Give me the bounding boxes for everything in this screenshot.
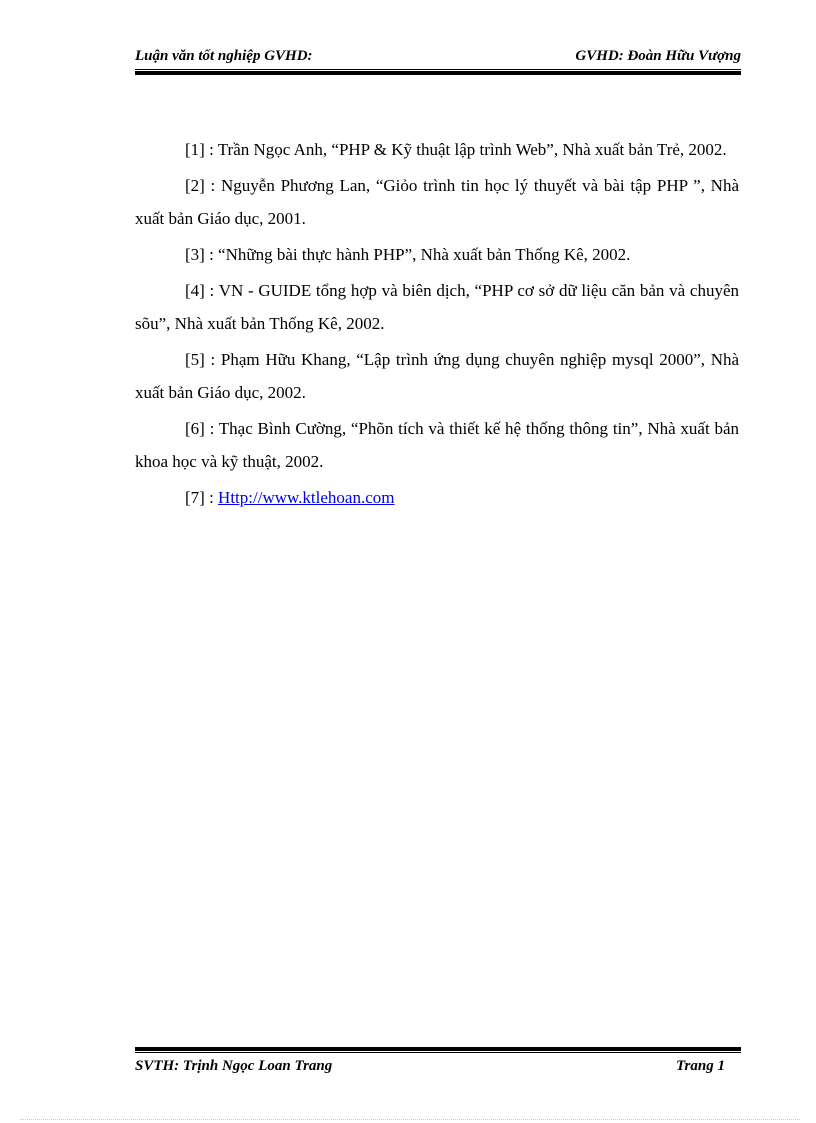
reference-item-7 xyxy=(135,481,739,514)
reference-text: Trần Ngọc Anh, “PHP & Kỹ thuật lập trình Web”, Nhà xuất bản Trẻ, 2002. xyxy=(217,140,727,159)
footer-page-number: Trang 1 xyxy=(675,1058,725,1074)
reference-text: Thạc Bình Cường, “Phõn tích và thiết kế hệ thống thông tin”, Nhà xuất bản khoa học và kỹ thuật, 2002. xyxy=(135,419,739,471)
reference-number: [2] : xyxy=(185,176,216,195)
reference-number: [1] : xyxy=(185,140,214,159)
reference-item-4 xyxy=(135,274,739,340)
reference-text: Nguyễn Phương Lan, “Giỏo trình tin học lý thuyết và bài tập PHP ”, Nhà xuất bản Giáo dục, 2001. xyxy=(135,176,740,228)
reference-number: [5] : xyxy=(185,350,216,369)
reference-item-3 xyxy=(135,238,739,271)
reference-number: [7] : xyxy=(185,488,214,507)
reference-number: [4] : xyxy=(185,281,215,300)
reference-text: “Những bài thực hành PHP”, Nhà xuất bản Thống Kê, 2002. xyxy=(218,245,631,264)
header-rule xyxy=(135,69,741,75)
reference-text: Phạm Hữu Khang, “Lập trình ứng dụng chuyên nghiệp mysql 2000”, Nhà xuất bản Giáo dục, 2002. xyxy=(135,350,740,402)
reference-item-6 xyxy=(135,412,739,478)
footer-student: SVTH: Trịnh Ngọc Loan Trang xyxy=(135,1058,333,1074)
header-advisor: GVHD: Đoàn Hữu Vượng xyxy=(575,48,741,64)
page-bottom-edge xyxy=(20,1119,800,1120)
reference-number: [3] : xyxy=(185,245,214,264)
reference-item-5 xyxy=(135,343,739,409)
reference-text: VN - GUIDE tổng hợp và biên dịch, “PHP cơ sở dữ liệu căn bản và chuyên sõu”, Nhà xuất bản Thống Kê, 2002. xyxy=(135,281,740,333)
page-header xyxy=(135,48,741,68)
reference-link[interactable]: Http://www.ktlehoan.com xyxy=(218,488,395,507)
page-footer xyxy=(135,1058,741,1078)
reference-list xyxy=(135,133,739,517)
reference-item-1 xyxy=(135,133,739,166)
reference-number: [6] : xyxy=(185,419,215,438)
footer-rule xyxy=(135,1047,741,1053)
reference-item-2 xyxy=(135,169,739,235)
header-thesis-title: Luận văn tốt nghiệp GVHD: xyxy=(135,48,313,64)
